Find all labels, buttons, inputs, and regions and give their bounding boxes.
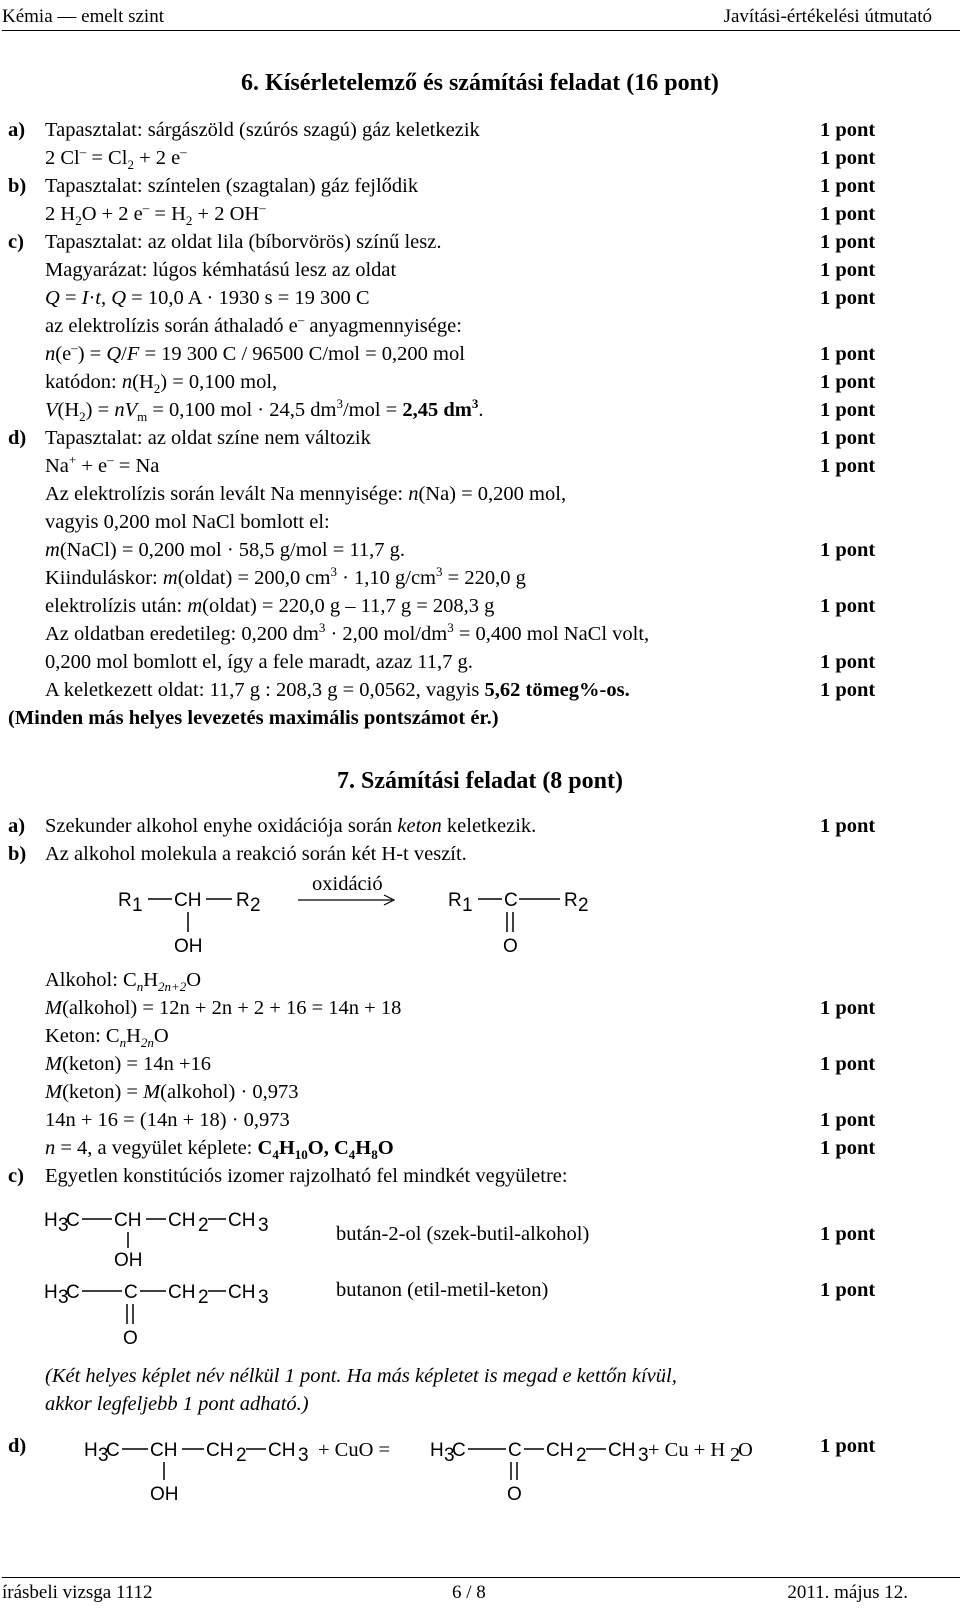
svg-text:+ CuO =: + CuO = xyxy=(318,1439,391,1461)
task7-c-note-1: (Két helyes képlet név nélkül 1 pont. Ha más képletet is megad e kettőn kívül, xyxy=(45,1365,677,1387)
svg-text:2: 2 xyxy=(198,1287,209,1308)
svg-text:O: O xyxy=(123,1328,138,1349)
page-footer xyxy=(2,1577,960,1606)
svg-text:3: 3 xyxy=(98,1445,109,1466)
task7-b-line2: Alkohol: $C_nH_{2n+2}O$ xyxy=(45,969,202,995)
task6-label-a: a) xyxy=(8,119,26,141)
task7-title: 7. Számítási feladat (8 pont) xyxy=(337,768,623,794)
task6-d-line2: Na+ + e– = Na xyxy=(45,452,160,477)
svg-text:H: H xyxy=(430,1440,444,1461)
point: 1 pont xyxy=(820,399,876,421)
task6-d-line7: elektrolízis után: m(oldat) = 220,0 g – 11,7 g = 208,3 g xyxy=(45,595,495,617)
svg-text:1: 1 xyxy=(132,895,143,916)
point: 1 pont xyxy=(820,287,876,309)
svg-text:R: R xyxy=(236,890,250,911)
svg-text:1: 1 xyxy=(462,895,473,916)
svg-text:OH: OH xyxy=(114,1250,143,1271)
butanon-name: butanon (etil-metil-keton) xyxy=(336,1279,549,1301)
svg-text:H: H xyxy=(84,1440,98,1461)
svg-text:CH: CH xyxy=(228,1210,256,1231)
task7-label-d: d) xyxy=(8,1435,27,1457)
svg-text:R: R xyxy=(564,890,578,911)
point: 1 pont xyxy=(820,679,876,701)
point: 1 pont xyxy=(820,539,876,561)
point: 1 pont xyxy=(820,651,876,673)
svg-text:3: 3 xyxy=(298,1445,309,1466)
svg-text:R: R xyxy=(448,890,462,911)
task6-label-b: b) xyxy=(8,175,27,197)
point: 1 pont xyxy=(820,259,876,281)
point: 1 pont xyxy=(820,203,876,225)
svg-text:3: 3 xyxy=(58,1215,69,1236)
oxidation-reaction-scheme xyxy=(100,868,620,968)
header-left: Kémia — emelt szint xyxy=(2,6,164,27)
task6-d-line9: 0,200 mol bomlott el, így a fele maradt, azaz 11,7 g. xyxy=(45,651,473,673)
task7-c-note-2: akkor legfeljebb 1 pont adható.) xyxy=(45,1393,309,1415)
point: 1 pont xyxy=(820,1109,876,1131)
svg-text:C: C xyxy=(66,1210,80,1231)
task6-c-line3: Q = I·t, Q = 10,0 A · 1930 s = 19 300 C xyxy=(45,287,370,309)
svg-text:OH: OH xyxy=(150,1484,179,1505)
point: 1 pont xyxy=(820,343,876,365)
svg-text:C: C xyxy=(66,1282,80,1303)
task7-label-a: a) xyxy=(8,815,26,837)
svg-text:C: C xyxy=(452,1440,466,1461)
point: 1 pont xyxy=(820,175,876,197)
task7-b-line6: M(keton) = M(alkohol) · 0,973 xyxy=(45,1081,299,1103)
task6-d-line6: Kiinduláskor: m(oldat) = 200,0 $cm^3 \cdot 1,10$ $g/cm^3 = 220,0$ g xyxy=(45,564,526,589)
point: 1 pont xyxy=(820,997,876,1019)
task6-label-c: c) xyxy=(8,231,24,253)
task6-d-line4: vagyis 0,200 mol NaCl bomlott el: xyxy=(45,511,330,533)
svg-text:2: 2 xyxy=(198,1215,209,1236)
svg-text:O: O xyxy=(507,1484,522,1505)
task6-d-line8: Az oldatban eredetileg: 0,200 $dm^3 \cdot 2,00$ mol/$dm^3 = 0,400$ mol NaCl volt, xyxy=(45,620,650,645)
svg-text:CH: CH xyxy=(168,1282,196,1303)
footer-center: 6 / 8 xyxy=(452,1582,486,1603)
svg-text:H: H xyxy=(44,1282,58,1303)
svg-text:CH: CH xyxy=(228,1282,256,1303)
task6-b-line1: Tapasztalat: színtelen (szagtalan) gáz fejlődik xyxy=(45,175,419,197)
svg-text:C: C xyxy=(508,1440,522,1461)
task6-c-line6: katódon: $n(H_2) = 0,100$ mol, xyxy=(45,371,278,397)
svg-text:OH: OH xyxy=(174,936,203,957)
page-header xyxy=(2,6,960,31)
task6-title: 6. Kísérletelemző és számítási feladat (16 pont) xyxy=(241,70,719,96)
svg-text:CH: CH xyxy=(168,1210,196,1231)
task7-b-line8: n = 4, a vegyület képlete: $C_4H_{10}O$, $C_4H_8O$ xyxy=(45,1137,394,1163)
task6-c-line2: Magyarázat: lúgos kémhatású lesz az oldat xyxy=(45,259,397,281)
task6-a-line1: Tapasztalat: sárgászöld (szúrós szagú) gáz keletkezik xyxy=(45,119,480,141)
svg-text:CH: CH xyxy=(206,1440,234,1461)
task6-d-line1: Tapasztalat: az oldat színe nem változik xyxy=(45,427,371,449)
task7-label-c: c) xyxy=(8,1165,24,1187)
svg-text:3: 3 xyxy=(444,1445,455,1466)
point: 1 pont xyxy=(820,1435,876,1457)
point: 1 pont xyxy=(820,1053,876,1075)
task7-b-line4: Keton: $C_nH_{2n}O$ xyxy=(45,1025,169,1051)
task6-c-line1: Tapasztalat: az oldat lila (bíborvörös) színű lesz. xyxy=(45,231,442,253)
svg-text:C: C xyxy=(106,1440,120,1461)
point: 1 pont xyxy=(820,147,876,169)
task6-c-line5: n(e–) = Q/F = 19 300 C / 96500 C/mol = 0,200 mol xyxy=(45,340,465,365)
task7-label-b: b) xyxy=(8,843,27,865)
svg-text:CH: CH xyxy=(150,1440,178,1461)
svg-text:O: O xyxy=(503,936,518,957)
point: 1 pont xyxy=(820,231,876,253)
task7-b-line3: M(alkohol) = 12n + 2n + 2 + 16 = 14n + 18 xyxy=(45,997,402,1019)
svg-text:H: H xyxy=(44,1210,58,1231)
svg-text:3: 3 xyxy=(258,1287,269,1308)
svg-text:2: 2 xyxy=(250,895,261,916)
svg-text:C: C xyxy=(124,1282,138,1303)
task6-c-line7: $V(H_2) = nV_m = 0,100$ mol · 24,5 $dm^3$/mol = 2,45 $dm^3$. xyxy=(45,396,484,425)
svg-text:C: C xyxy=(504,890,518,911)
reaction-d-equation xyxy=(80,1428,840,1518)
header-right: Javítási-értékelési útmutató xyxy=(723,6,932,27)
point: 1 pont xyxy=(820,595,876,617)
svg-text:2: 2 xyxy=(730,1444,741,1466)
svg-text:CH: CH xyxy=(608,1440,636,1461)
svg-text:CH: CH xyxy=(268,1440,296,1461)
point: 1 pont xyxy=(820,119,876,141)
task6-final-note: (Minden más helyes levezetés maximális pontszámot ér.) xyxy=(8,707,499,729)
point: 1 pont xyxy=(820,371,876,393)
task6-a-line2: 2 $Cl^- = Cl_2 + 2$ e– xyxy=(45,144,187,173)
task7-b-line1: Az alkohol molekula a reakció során két H-t veszít. xyxy=(45,843,467,865)
point: 1 pont xyxy=(820,1223,876,1245)
svg-text:3: 3 xyxy=(58,1287,69,1308)
point: 1 pont xyxy=(820,455,876,477)
task7-c-line1: Egyetlen konstitúciós izomer rajzolható fel mindkét vegyületre: xyxy=(45,1165,568,1187)
svg-text:+ Cu + H: + Cu + H xyxy=(648,1439,726,1461)
task6-b-line2: 2 $H_2O + 2$ $e^- = H_2 + 2$ OH– xyxy=(45,200,266,229)
svg-text:CH: CH xyxy=(546,1440,574,1461)
svg-text:2: 2 xyxy=(576,1445,587,1466)
task6-label-d: d) xyxy=(8,427,27,449)
task6-d-line3: Az elektrolízis során levált Na mennyisége: n(Na) = 0,200 mol, xyxy=(45,483,567,505)
butanol-name: bután-2-ol (szek-butil-alkohol) xyxy=(336,1223,590,1245)
point: 1 pont xyxy=(820,815,876,837)
task6-c-line4: az elektrolízis során áthaladó e– anyagmennyisége: xyxy=(45,312,462,337)
reaction-label: oxidáció xyxy=(312,873,383,895)
isomer-structures xyxy=(30,1200,330,1360)
task7-b-line5: M(keton) = 14n +16 xyxy=(45,1053,212,1075)
svg-text:3: 3 xyxy=(638,1445,649,1466)
svg-text:2: 2 xyxy=(236,1445,247,1466)
point: 1 pont xyxy=(820,1279,876,1301)
task7-a-line1: Szekunder alkohol enyhe oxidációja során keton keletkezik. xyxy=(45,815,537,837)
point: 1 pont xyxy=(820,427,876,449)
task6-d-line5: m(NaCl) = 0,200 mol · 58,5 g/mol = 11,7 g. xyxy=(45,539,406,561)
svg-text:3: 3 xyxy=(258,1215,269,1236)
footer-left: írásbeli vizsga 1112 xyxy=(2,1582,153,1603)
svg-text:O: O xyxy=(738,1439,753,1461)
point: 1 pont xyxy=(820,1137,876,1159)
footer-right: 2011. május 12. xyxy=(787,1582,908,1603)
svg-text:CH: CH xyxy=(114,1210,142,1231)
svg-text:R: R xyxy=(118,890,132,911)
svg-text:CH: CH xyxy=(174,890,202,911)
task6-d-line10: A keletkezett oldat: 11,7 g : 208,3 g = 0,0562, vagyis 5,62 tömeg%-os. xyxy=(45,679,630,701)
task7-b-line7: 14n + 16 = (14n + 18) · 0,973 xyxy=(45,1109,290,1131)
svg-text:2: 2 xyxy=(578,895,589,916)
